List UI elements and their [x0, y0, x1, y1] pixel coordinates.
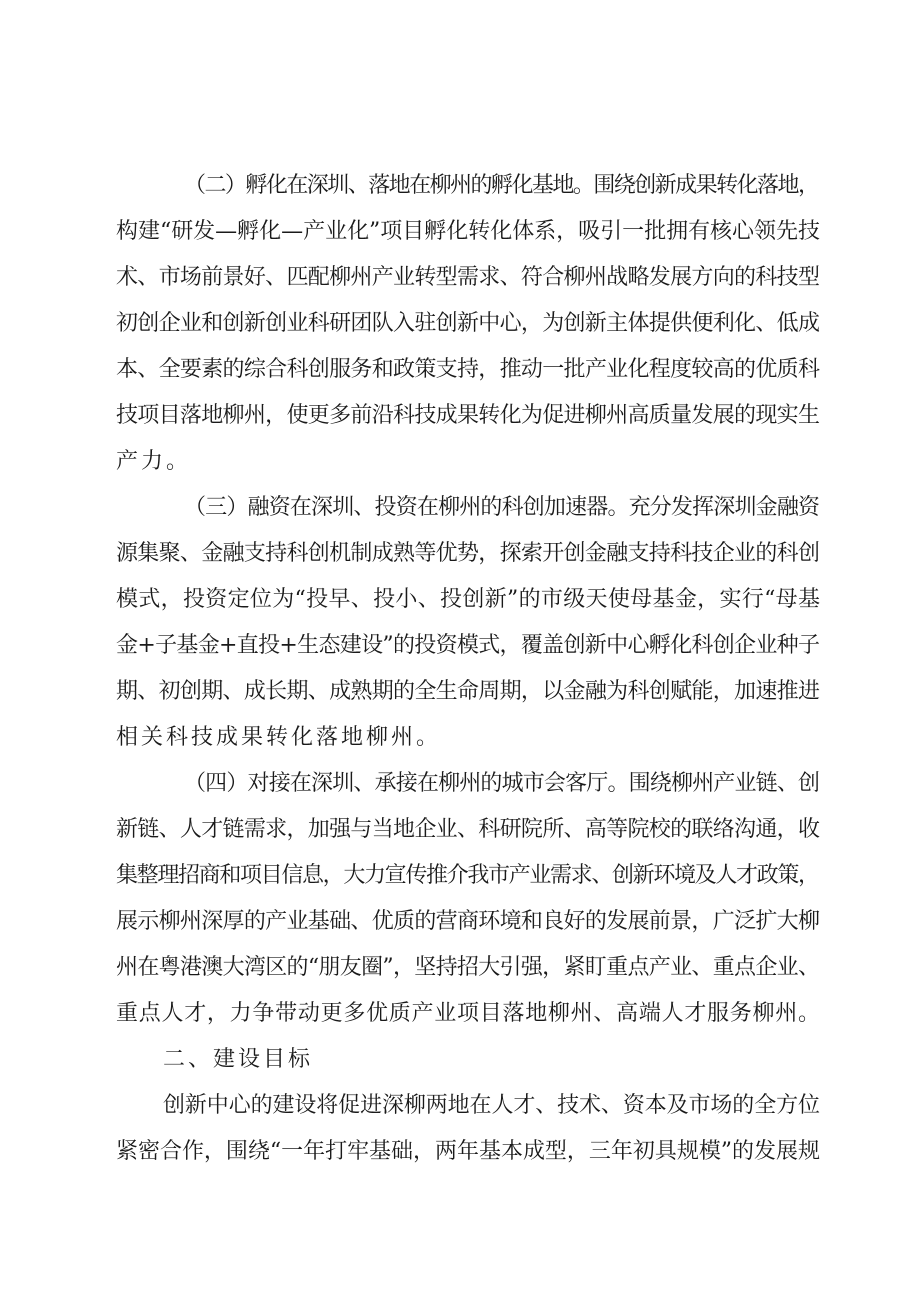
section-heading: 二、建设目标 — [163, 1047, 314, 1072]
paragraph-2-line-5: 本、全要素的综合科创服务和政策支持，推动一批产业化程度较高的优质科 — [116, 357, 820, 382]
paragraph-2-line-4: 初创企业和创新创业科研团队入驻创新中心，为创新主体提供便利化、低成 — [116, 311, 820, 336]
paragraph-3-line-6: 相关科技成果转化落地柳州。 — [116, 725, 442, 750]
final-paragraph-line-1: 创新中心的建设将促进深柳两地在人才、技术、资本及市场的全方位 — [163, 1093, 820, 1118]
paragraph-3-line-4: 金+子基金+直投+生态建设”的投资模式，覆盖创新中心孵化科创企业种子 — [116, 633, 820, 658]
paragraph-2-line-1: （二）孵化在深圳、落地在柳州的孵化基地。围绕创新成果转化落地， — [184, 173, 819, 198]
paragraph-4-line-1: （四）对接在深圳、承接在柳州的城市会客厅。围绕柳州产业链、创 — [184, 771, 820, 796]
paragraph-2-line-2: 构建“研发—孵化—产业化”项目孵化转化体系，吸引一批拥有核心领先技 — [116, 219, 820, 244]
paragraph-3-line-1: （三）融资在深圳、投资在柳州的科创加速器。充分发挥深圳金融资 — [184, 495, 820, 520]
paragraph-2-line-3: 术、市场前景好、匹配柳州产业转型需求、符合柳州战略发展方向的科技型 — [116, 265, 820, 290]
paragraph-4-line-2: 新链、人才链需求，加强与当地企业、科研院所、高等院校的联络沟通，收 — [116, 817, 820, 842]
paragraph-3-line-2: 源集聚、金融支持科创机制成熟等优势，探索开创金融支持科技企业的科创 — [116, 541, 820, 566]
paragraph-4-line-5: 州在粤港澳大湾区的“朋友圈”，坚持招大引强，紧盯重点产业、重点企业、 — [116, 955, 820, 980]
paragraph-3-line-5: 期、初创期、成长期、成熟期的全生命周期，以金融为科创赋能，加速推进 — [116, 679, 820, 704]
final-paragraph-line-2: 紧密合作，围绕“一年打牢基础，两年基本成型，三年初具规模”的发展规 — [116, 1139, 820, 1164]
paragraph-4-line-3: 集整理招商和项目信息，大力宣传推介我市产业需求、创新环境及人才政策， — [116, 863, 819, 888]
paragraph-3-line-3: 模式，投资定位为“投早、投小、投创新”的市级天使母基金，实行“母基 — [116, 587, 821, 612]
paragraph-4-line-4: 展示柳州深厚的产业基础、优质的营商环境和良好的发展前景，广泛扩大柳 — [116, 909, 820, 934]
paragraph-2-line-6: 技项目落地柳州，使更多前沿科技成果转化为促进柳州高质量发展的现实生 — [116, 403, 820, 428]
paragraph-4-line-6: 重点人才，力争带动更多优质产业项目落地柳州、高端人才服务柳州。 — [116, 1001, 821, 1026]
paragraph-2-line-7: 产力。 — [116, 449, 192, 474]
